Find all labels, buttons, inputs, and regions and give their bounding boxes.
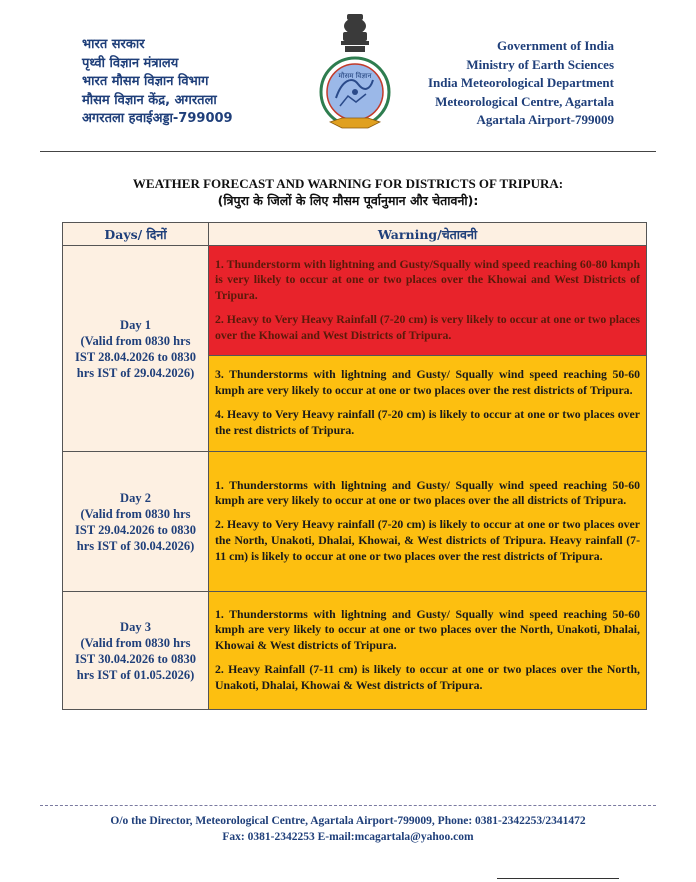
english-line: Government of India (497, 38, 614, 53)
day-cell (63, 452, 209, 592)
hindi-line: भारत सरकार (82, 37, 145, 52)
column-header-warning: Warning/चेतावनी (209, 223, 647, 246)
page-title: WEATHER FORECAST AND WARNING FOR DISTRICTS OF TRIPURA: (132, 176, 564, 191)
day-validity: (Valid from 0830 hrs IST 28.04.2026 to 0830 hrs IST of 29.04.2026) (75, 333, 196, 380)
english-line: India Meteorological Department (427, 75, 614, 90)
hindi-line: पृथ्वी विज्ञान मंत्रालय (82, 55, 179, 71)
english-line: Ministry of Earth Sciences (466, 56, 614, 72)
warning-text: 1. Thunderstorms with lightning and Gusty/ Squally wind speed reaching 50-60 kmph are very likely to occur at one or two places over the all districts of Tripura. (215, 477, 640, 508)
signature-line (497, 878, 619, 879)
forecast-table (62, 222, 647, 710)
footer-divider (40, 805, 656, 806)
page-title-hindi: (त्रिपुरा के जिलों के लिए मौसम पूर्वानुमान और चेतावनी): (217, 193, 479, 208)
day-cell (63, 592, 209, 710)
hindi-line: भारत मौसम विज्ञान विभाग (82, 74, 209, 89)
hindi-letterhead (82, 36, 233, 129)
header-divider (40, 151, 656, 152)
day-label: Day 1 (120, 317, 151, 332)
hindi-line: अगरतला हवाईअड्डा-799009 (82, 111, 233, 126)
emblem-text: मौसम विज्ञान (338, 72, 372, 80)
warning-cell-amber (209, 592, 647, 710)
day-validity: (Valid from 0830 hrs IST 29.04.2026 to 0830 hrs IST of 30.04.2026) (75, 506, 196, 553)
english-letterhead (428, 37, 614, 130)
hindi-line: मौसम विज्ञान केंद्र, अगरतला (82, 92, 217, 108)
warning-cell-amber (209, 452, 647, 592)
day-label: Day 3 (120, 619, 151, 634)
footer-address: O/o the Director, Meteorological Centre, Agartala Airport-799009, Phone: 0381-2342253/2341472 (110, 815, 586, 827)
english-line: Meteorological Centre, Agartala (435, 93, 614, 109)
day-label: Day 2 (120, 490, 151, 505)
warning-text: 2. Heavy Rainfall (7-11 cm) is likely to occur at one or two places over the North, Unakoti, Dhalai, Khowai & West districts of Tripura. (215, 661, 640, 692)
table-row (63, 452, 647, 592)
warning-cell-amber (209, 356, 647, 452)
english-line: Agartala Airport-799009 (476, 112, 614, 127)
warning-text: 2. Heavy to Very Heavy Rainfall (7-20 cm) is very likely to occur at one or two places over the Khowai and West Districts of Tripura. (215, 311, 640, 342)
warning-text: 2. Heavy to Very Heavy rainfall (7-20 cm) is likely to occur at one or two places over the North, Unakoti, Dhalai, Khowai, & West districts of Tripura. Heavy rainfall (7-11 cm) is likely to occur at one or two places over the rest districts of Tripura. (215, 517, 640, 563)
warning-text: 1. Thunderstorm with lightning and Gusty/Squally wind speed reaching 60-80 kmph is very likely to occur at one or two places over the Khowai and West Districts of Tripura. (215, 256, 640, 303)
table-row (63, 592, 647, 710)
warning-text: 4. Heavy to Very Heavy rainfall (7-20 cm) is likely to occur at one or two places over the rest districts of Tripura. (215, 407, 640, 437)
column-header-days: Days/ दिनों (63, 223, 209, 246)
table-header-row (63, 223, 647, 246)
imd-emblem-icon (318, 10, 392, 135)
warning-text: 3. Thunderstorms with lightning and Gusty/ Squally wind speed reaching 50-60 kmph are very likely to occur at one or two places over the rest districts of Tripura. (215, 367, 640, 398)
table-row (63, 246, 647, 356)
warning-text: 1. Thunderstorms with lightning and Gusty/ Squally wind speed reaching 50-60 kmph are very likely to occur at one or two places over the North, Unakoti, Dhalai, Khowai & West districts of Tripura. (215, 606, 640, 653)
day-cell (63, 246, 209, 452)
warning-cell-red (209, 246, 647, 356)
footer-contact: Fax: 0381-2342253 E-mail:mcagartala@yahoo.com (222, 831, 474, 843)
day-validity: (Valid from 0830 hrs IST 30.04.2026 to 0830 hrs IST of 01.05.2026) (75, 635, 196, 682)
